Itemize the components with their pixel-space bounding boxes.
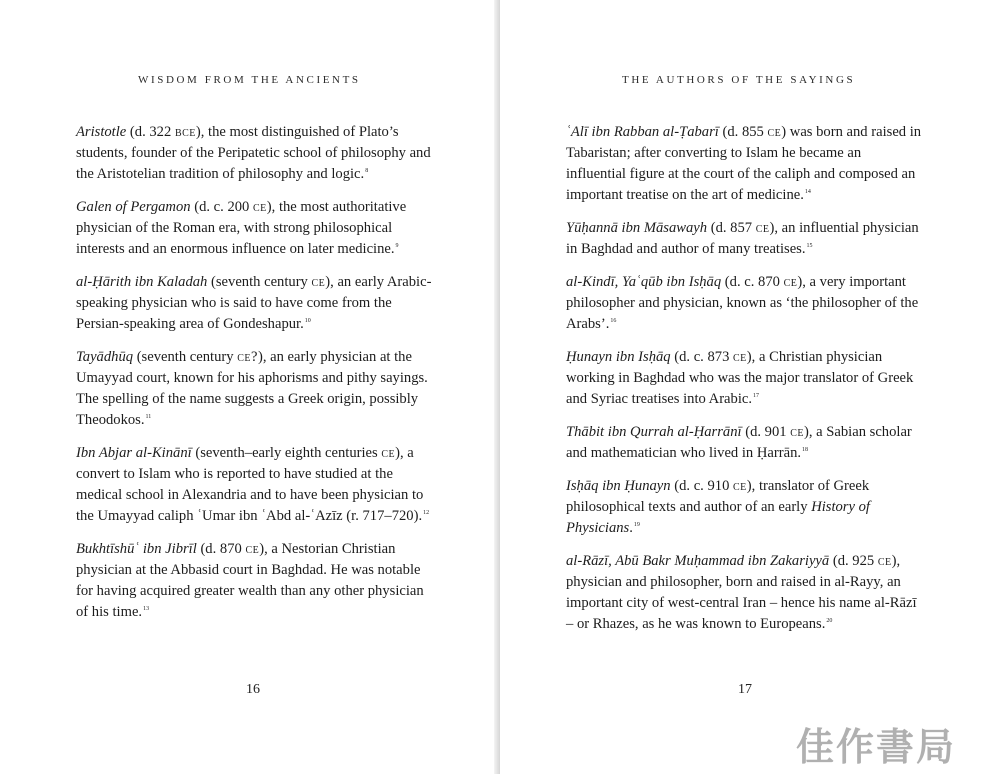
author-description: ), a Nestorian Christian physician at the Abbasid court in Baghdad. He was notable for having acquired greater wealth than any other physician of his time. bbox=[76, 541, 424, 620]
author-date: (d. c. 873 bbox=[670, 349, 734, 365]
author-description: ), a Christian physician working in Baghdad who was the major translator of Greek and Syriac treatises into Arabic. bbox=[566, 349, 914, 407]
era-label: ce bbox=[755, 220, 770, 236]
author-description: ), a very important philosopher and physician, known as ‘the philosopher of the Arabs’. bbox=[566, 274, 919, 332]
author-date: (d. 870 bbox=[196, 541, 246, 557]
footnote-marker: 20 bbox=[826, 618, 833, 625]
era-label: ce bbox=[381, 445, 396, 461]
entry-list bbox=[566, 122, 922, 647]
era-label: ce bbox=[767, 124, 782, 140]
author-date: (d. c. 910 bbox=[670, 478, 734, 494]
era-label: ce bbox=[733, 349, 747, 365]
author-description: ), a Sabian scholar and mathematician who lived in Ḥarrān. bbox=[566, 424, 912, 461]
footnote-marker: 13 bbox=[143, 606, 150, 613]
author-date: (d. 322 bbox=[126, 124, 175, 140]
left-page bbox=[0, 0, 494, 774]
author-name: Thābit ibn Qurrah al-Ḥarrānī bbox=[566, 424, 742, 440]
author-name: al-Kindī, Yaʿqūb ibn Isḥāq bbox=[566, 274, 722, 290]
footnote-marker: 9 bbox=[395, 243, 399, 250]
author-entry bbox=[566, 347, 922, 410]
author-description: ), the most distinguished of Plato’s students, founder of the Peripatetic school of philosophy and the Aristotelian tradition of philosophy and logic. bbox=[76, 124, 431, 182]
entry-list bbox=[76, 122, 432, 635]
description-tail: . bbox=[629, 520, 633, 536]
author-date: (seventh century bbox=[133, 349, 238, 365]
author-name: Ḥunayn ibn Isḥāq bbox=[566, 349, 671, 365]
author-description: ), translator of Greek philosophical texts and author of an early bbox=[566, 478, 870, 515]
author-entry bbox=[76, 347, 432, 431]
author-name: Ibn Abjar al-Kinānī bbox=[76, 445, 192, 461]
author-date: (d. c. 200 bbox=[190, 199, 253, 215]
author-description: ), the most authoritative physician of the Roman era, with strong philosophical interests and an enormous influence on later medicine. bbox=[76, 199, 407, 257]
author-entry bbox=[76, 122, 432, 185]
footnote-marker: 16 bbox=[610, 318, 617, 325]
author-description: ), an influential physician in Baghdad and author of many treatises. bbox=[566, 220, 919, 257]
footnote-marker: 10 bbox=[304, 318, 311, 325]
author-entry bbox=[566, 122, 922, 206]
era-label: bce bbox=[174, 124, 196, 140]
author-date: (seventh–early eighth centuries bbox=[191, 445, 382, 461]
author-name: Bukhtīshūʿ ibn Jibrīl bbox=[76, 541, 197, 557]
author-entry bbox=[566, 422, 922, 464]
author-date: (seventh century bbox=[207, 274, 312, 290]
author-entry bbox=[76, 197, 432, 260]
author-date: (d. 901 bbox=[741, 424, 791, 440]
page-number: 17 bbox=[738, 682, 752, 697]
author-date: (d. 925 bbox=[829, 553, 878, 569]
footnote-marker: 17 bbox=[753, 393, 760, 400]
author-name: Aristotle bbox=[76, 124, 127, 140]
author-description: ), an early Arabic-speaking physician who is said to have come from the Persian-speaking area of Gondeshapur. bbox=[76, 274, 432, 332]
author-entry bbox=[566, 272, 922, 335]
running-head: THE AUTHORS OF THE SAYINGS bbox=[622, 74, 856, 86]
era-label: ce bbox=[253, 199, 267, 215]
author-entry bbox=[76, 443, 432, 527]
author-name: Galen of Pergamon bbox=[76, 199, 191, 215]
era-label: ce bbox=[877, 553, 892, 569]
author-date: (d. 855 bbox=[718, 124, 768, 140]
author-description: ), physician and philosopher, born and raised in al-Rayy, an important city of west-central Iran – hence his name al-Rāzī – or Rhazes, as he was known to Europeans. bbox=[566, 553, 917, 632]
author-date: (d. 857 bbox=[707, 220, 756, 236]
book-title: History of Physicians bbox=[566, 499, 870, 536]
era-label: ce? bbox=[237, 349, 258, 365]
author-name: ʿAlī ibn Rabban al-Ṭabarī bbox=[566, 124, 719, 140]
author-description: ) was born and raised in Tabaristan; after converting to Islam he became an influential figure at the court of the caliph and composed an important treatise on the art of medicine. bbox=[566, 124, 922, 203]
author-name: Tayādhūq bbox=[76, 349, 134, 365]
author-entry bbox=[76, 272, 432, 335]
right-page bbox=[500, 0, 994, 774]
author-entry bbox=[566, 218, 922, 260]
publisher-watermark: 佳作書局 bbox=[796, 725, 957, 769]
era-label: ce bbox=[790, 424, 804, 440]
author-date: (d. c. 870 bbox=[721, 274, 784, 290]
author-entry bbox=[76, 539, 432, 623]
author-name: Yūḥannā ibn Māsawayh bbox=[566, 220, 708, 236]
page-number: 16 bbox=[246, 682, 260, 697]
author-name: Isḥāq ibn Ḥunayn bbox=[566, 478, 671, 494]
era-label: ce bbox=[311, 274, 326, 290]
footnote-marker: 8 bbox=[365, 168, 369, 175]
era-label: ce bbox=[733, 478, 747, 494]
author-name: al-Ḥārith ibn Kaladah bbox=[76, 274, 208, 290]
footnote-marker: 15 bbox=[806, 243, 813, 250]
author-entry bbox=[566, 476, 922, 539]
footnote-marker: 19 bbox=[633, 522, 640, 529]
author-name: al-Rāzī, Abū Bakr Muḥammad ibn Zakariyyā bbox=[566, 553, 830, 569]
author-entry bbox=[566, 551, 922, 635]
author-description: ), an early physician at the Umayyad court, known for his aphorisms and pithy sayings. The spelling of the name suggests a Greek origin, possibly Theodokos. bbox=[76, 349, 428, 428]
footnote-marker: 18 bbox=[802, 447, 809, 454]
footnote-marker: 14 bbox=[804, 189, 811, 196]
footnote-marker: 12 bbox=[423, 510, 430, 517]
era-label: ce bbox=[245, 541, 260, 557]
running-head: WISDOM FROM THE ANCIENTS bbox=[138, 74, 361, 86]
author-description: ), a convert to Islam who is reported to have studied at the medical school in Alexandria and to have been physician to the Umayyad caliph ʿUmar ibn ʿAbd al-ʿAzīz (r. 717–720). bbox=[76, 445, 424, 524]
footnote-marker: 11 bbox=[145, 414, 152, 421]
era-label: ce bbox=[783, 274, 798, 290]
